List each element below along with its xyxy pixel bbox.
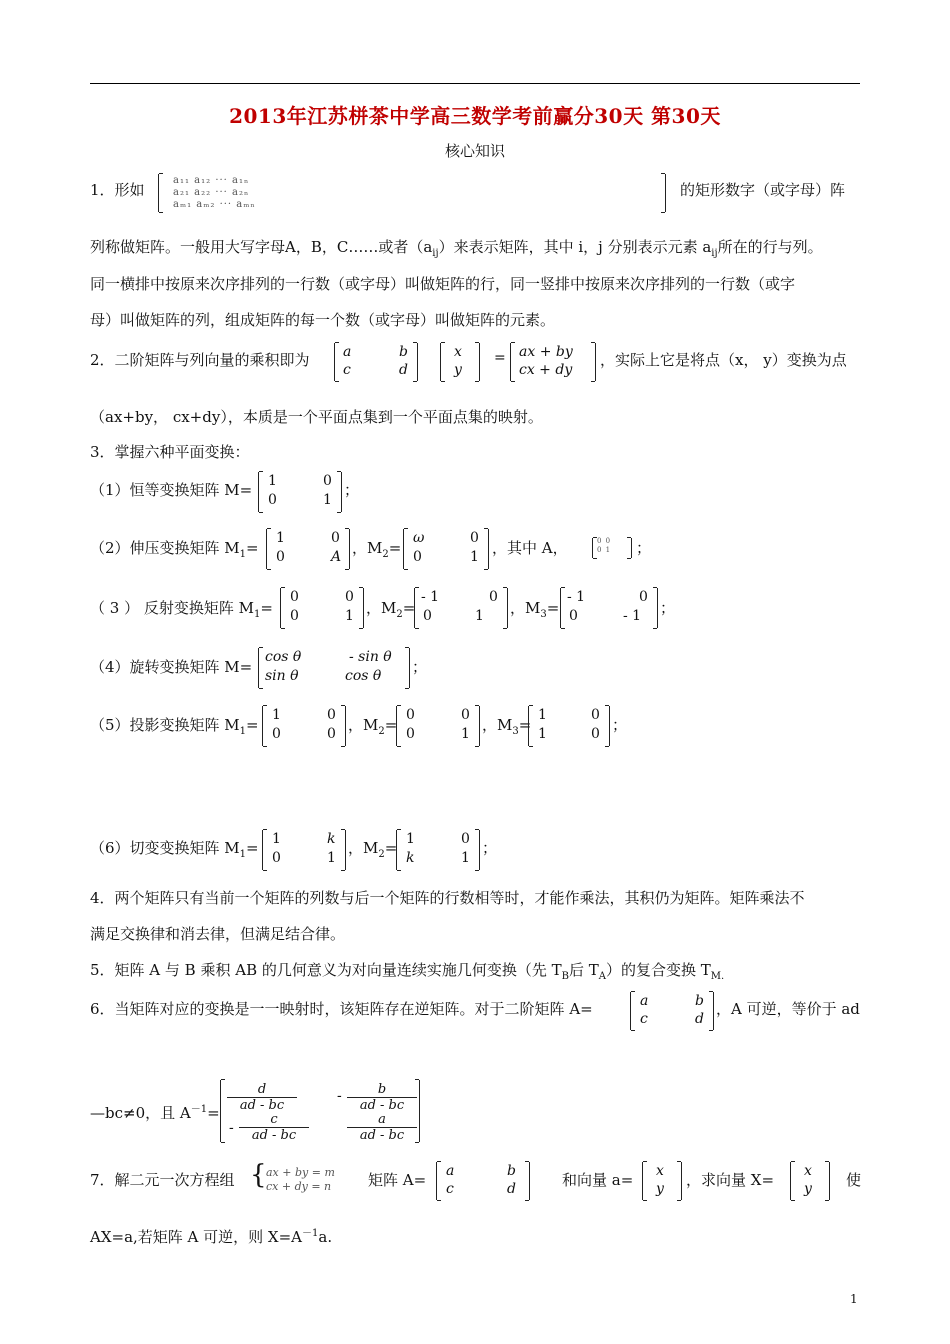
vector-x: x y xyxy=(790,1162,830,1200)
vector-a: x y xyxy=(642,1162,682,1200)
t2-mid: ，其中 A， xyxy=(492,539,568,557)
item1-line3: 同一横排中按原来次序排列的一行数（或字母）叫做矩阵的行，同一竖排中按原来次序排列的一行数（或字 xyxy=(90,275,796,293)
item7-mid: 矩阵 A= xyxy=(368,1171,427,1189)
item7-mid2: 和向量 a= xyxy=(562,1171,634,1189)
shear-matrix-1: 1 k 0 1 xyxy=(262,830,346,870)
item2-vector: x y xyxy=(440,343,480,381)
item2-line2: （ax+by， cx+dy），本质是一个平面点集到一个平面点集的映射。 xyxy=(90,408,543,426)
reflection-matrix-3: - 1 0 0 - 1 xyxy=(560,588,658,628)
t5-end: ； xyxy=(612,716,628,734)
general-matrix: a₁₁ a₁₂ ··· a₁ₙ a₂₁ a₂₂ ··· a₂ₙ aₘ₁ aₘ₂ ··· aₘₙ xyxy=(158,174,666,212)
item7-mid3: ，求向量 X= xyxy=(686,1171,775,1189)
page-number: 1 xyxy=(850,1292,858,1306)
item2-matrix: a b c d xyxy=(334,343,418,381)
item4-line1: 4．两个矩阵只有当前一个矩阵的列数与后一个矩阵的行数相等时，才能作乘法，其积仍为矩阵。矩阵乘法不 xyxy=(90,889,805,907)
item5-line: 5．矩阵 A 与 B 乘积 AB 的几何意义为对向量连续实施几何变换（先 $T_B$后 $T_A$）的复合变换 $T_{M.}$ xyxy=(90,961,725,982)
t2-end: ； xyxy=(636,539,652,557)
page-title: 2013年江苏栟茶中学高三数学考前赢分30天 第30天 xyxy=(229,104,721,128)
item7-end: 使 xyxy=(846,1171,862,1189)
reflection-matrix-1: 0 0 0 1 xyxy=(280,588,364,628)
t1-end: ； xyxy=(344,481,360,499)
shear-matrix-2: 1 0 k 1 xyxy=(396,830,480,870)
t5-m3-label: ，$M_3=$ xyxy=(482,716,532,737)
t6-label: （6）切变变换矩阵 $M_1=$ xyxy=(90,839,259,860)
identity-matrix: 1 0 0 1 xyxy=(258,472,342,512)
item6-line2: —bc≠0，且 $A^{-1}=$ xyxy=(90,1104,220,1122)
item2-suffix: ，实际上它是将点（x， y）变换为点 xyxy=(600,351,847,369)
stretch-small-matrix: 0 0 0 1 xyxy=(592,538,632,558)
t3-end: ； xyxy=(660,599,676,617)
t6-m2-label: ，$M_2=$ xyxy=(348,839,398,860)
item2-equals: = xyxy=(494,350,506,366)
projection-matrix-3: 1 0 1 0 xyxy=(528,706,610,746)
item1-prefix: 1．形如 xyxy=(90,181,145,199)
t3-m2-label: ，$M_2=$ xyxy=(366,599,416,620)
t3-label: （ 3 ） 反射变换矩阵 $M_1=$ xyxy=(90,599,273,620)
item1-line2: 列称做矩阵。一般用大写字母A，B，C……或者$(a_{ij})$来表示矩阵，其中 i，j 分别表示元素 $a_{ij}$所在的行与列。 xyxy=(90,238,823,259)
reflection-matrix-2: - 1 0 0 1 xyxy=(414,588,508,628)
rotation-matrix: cos θ - sin θ sin θ cos θ xyxy=(258,648,410,688)
system-eq1: ax + by = m xyxy=(266,1166,335,1179)
t2-m2-label: ，$M_2=$ xyxy=(352,539,402,560)
t4-end: ； xyxy=(412,658,428,676)
item6-matrix: a b c d xyxy=(630,992,714,1030)
item2-result: ax + by cx + dy xyxy=(510,343,596,381)
item1-line4: 母）叫做矩阵的列，组成矩阵的每一个数（或字母）叫做矩阵的元素。 xyxy=(90,311,556,329)
t1-label: （1）恒等变换矩阵 M= xyxy=(90,481,253,499)
item6-suffix: ，A 可逆，等价于 ad xyxy=(716,1000,860,1018)
item4-line2: 满足交换律和消去律，但满足结合律。 xyxy=(90,925,346,943)
item6-prefix: 6．当矩阵对应的变换是一一映射时，该矩阵存在逆矩阵。对于二阶矩阵 A= xyxy=(90,1000,593,1018)
item7-matrix: a b c d xyxy=(436,1162,530,1200)
t4-label: （4）旋转变换矩阵 M= xyxy=(90,658,253,676)
projection-matrix-1: 1 0 0 0 xyxy=(262,706,346,746)
t5-label: （5）投影变换矩阵 $M_1=$ xyxy=(90,716,259,737)
t6-end: ； xyxy=(482,839,498,857)
section-subtitle: 核心知识 xyxy=(444,142,505,160)
item2-prefix: 2．二阶矩阵与列向量的乘积即为 xyxy=(90,351,310,369)
item3-heading: 3．掌握六种平面变换： xyxy=(90,443,250,461)
stretch-matrix-2: ω 0 0 1 xyxy=(403,529,489,569)
item1-suffix: 的矩形数字（或字母）阵 xyxy=(680,181,846,199)
t2-label: （2）伸压变换矩阵 $M_1=$ xyxy=(90,539,259,560)
system-eq2: cx + dy = n xyxy=(266,1180,332,1193)
header-rule xyxy=(90,83,860,84)
system-brace: { xyxy=(250,1160,267,1190)
item7-line2: AX=a,若矩阵 A 可逆，则 $X=A^{-1}a$. xyxy=(90,1228,333,1246)
t3-m3-label: ，$M_3=$ xyxy=(510,599,560,620)
stretch-matrix-1: 1 0 0 A xyxy=(266,529,350,569)
t5-m2-label: ，$M_2=$ xyxy=(348,716,398,737)
inverse-matrix: $\frac{d}{ad - bc}$ - $\frac{b}{ad - bc}$ - $\frac{c}{ad - bc}$ $\frac{a}{ad - bc}$ xyxy=(220,1080,420,1142)
projection-matrix-2: 0 0 0 1 xyxy=(396,706,480,746)
item7-prefix: 7．解二元一次方程组 xyxy=(90,1171,235,1189)
